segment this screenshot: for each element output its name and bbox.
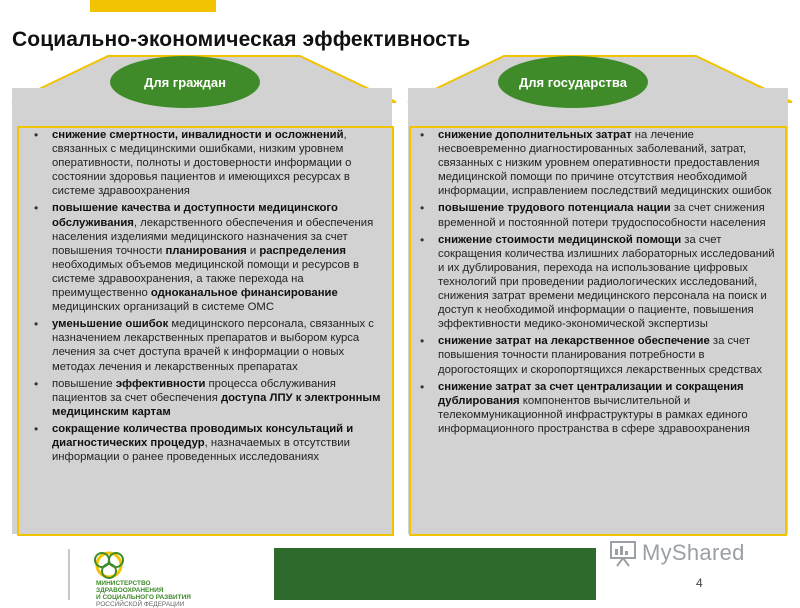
bold-text-segment: сокращение количества проводимых консультаций и диагностических процедур — [52, 422, 354, 449]
citizens-benefit-item — [30, 128, 390, 198]
ministry-name — [96, 580, 191, 608]
state-benefit-item — [416, 128, 782, 198]
text-segment: необходимых объемов медицинской помощи и ресурсов в системе здравоохранения, а также перехода на преимущественно — [52, 258, 359, 300]
bold-text-segment: снижение стоимости медицинской помощи — [438, 233, 682, 246]
watermark-text: MyShared — [642, 540, 745, 565]
ministry-line: РОССИЙСКОЙ ФЕДЕРАЦИИ — [96, 601, 185, 608]
bold-text-segment: эффективности — [115, 377, 206, 390]
footer-divider — [68, 549, 70, 600]
text-segment: компонентов вычислительной и телекоммуникационной инфраструктуры в рамках единого информационного пространства в сфере здравоохранения — [438, 394, 750, 435]
bullet-icon: • — [420, 232, 425, 247]
bold-text-segment: одноканальное финансирование — [150, 287, 338, 300]
ministry-line: МИНИСТЕРСТВО — [96, 580, 151, 587]
bold-text-segment: снижение затрат за счет централизации и сокращения дублирования — [438, 380, 744, 407]
bullet-icon: • — [34, 201, 39, 216]
text-segment: процесса обслуживания пациентов за счет обеспечения — [52, 377, 336, 404]
text-segment: за счет повышения точности планирования потребности в дорогостоящих и скоропортящихся лекарственных средствах — [438, 335, 763, 376]
text-segment: и — [246, 244, 260, 257]
citizens-benefit-item — [30, 377, 390, 419]
bullet-icon: • — [34, 421, 39, 436]
bold-text-segment: уменьшение ошибок — [52, 318, 169, 331]
text-segment: медицинских организаций в системе ОМС — [52, 301, 274, 314]
text-segment: за счет снижения временной и постоянной потери трудоспособности населения — [438, 202, 766, 229]
bold-text-segment: доступа ЛПУ к электронным медицинским картам — [52, 391, 381, 418]
bold-text-segment: снижение дополнительных затрат — [438, 129, 632, 141]
state-benefit-item — [416, 233, 782, 332]
bold-text-segment: распределения — [259, 244, 346, 257]
text-segment: медицинского персонала, связанных с назначением лекарственных препаратов и выбором курса лечения за счет доступа врачей к информации о новых методах лечения и лекарственных препаратах — [52, 318, 374, 373]
text-segment: , связанных с медицинскими ошибками, низким уровнем оперативности, полноты и достоверности информации о состоянии здоровья пациентов и имеющихся ресурсах в системе здравоохранения — [52, 129, 352, 198]
bullet-icon: • — [34, 317, 39, 332]
bold-text-segment: повышение трудового потенциала нации — [438, 202, 671, 215]
ministry-emblem-icon — [90, 550, 128, 580]
state-benefits-list — [416, 128, 782, 439]
footer-green-band — [274, 548, 596, 600]
text-segment: , лекарственного обеспечения и обеспечения населения изделиями медицинского назначения за счет повышения точности — [52, 216, 374, 257]
bold-text-segment: снижение смертности, инвалидности и осложнений — [52, 129, 344, 141]
citizens-benefits-list — [30, 128, 390, 467]
ministry-line: И СОЦИАЛЬНОГО РАЗВИТИЯ — [96, 594, 191, 601]
myshared-watermark[interactable] — [608, 538, 745, 568]
bullet-icon: • — [34, 128, 39, 142]
bold-text-segment: повышение качества и доступности медицинского обслуживания — [52, 202, 338, 229]
citizens-benefit-item — [30, 422, 390, 464]
state-benefit-item — [416, 380, 782, 436]
bold-text-segment: снижение затрат на лекарственное обеспечение — [438, 335, 710, 348]
citizens-header: Для граждан — [110, 56, 260, 108]
page-number: 4 — [696, 576, 703, 590]
citizens-benefit-item — [30, 201, 390, 314]
slide-title: Социально-экономическая эффективность — [12, 28, 471, 51]
bold-text-segment: планирования — [165, 244, 247, 257]
bullet-icon: • — [420, 128, 425, 142]
text-segment: повышение — [52, 377, 116, 390]
presentation-icon — [608, 539, 638, 567]
bullet-icon: • — [420, 334, 425, 349]
state-benefit-item — [416, 334, 782, 376]
text-segment: , назначаемых в отсутствии информации о ранее проведенных исследованиях — [52, 436, 350, 464]
citizens-benefit-item — [30, 317, 390, 373]
text-segment: на лечение несвоевременно диагностированных заболеваний, затрат, связанных с низким уровнем оперативности предоставления медицинской помощи по причине отсутствия необходимой информации, исправлением последствий медицинских ошибок — [438, 129, 772, 198]
ministry-line: ЗДРАВООХРАНЕНИЯ — [96, 587, 164, 594]
state-benefit-item — [416, 201, 782, 229]
bullet-icon: • — [420, 201, 425, 216]
bullet-icon: • — [34, 376, 39, 391]
state-header: Для государства — [498, 56, 648, 108]
text-segment: за счет сокращения количества излишних лабораторных исследований и их дублирования, перехода на использование цифровых технологий при проведении радиологических исследований, снижения затрат времени медицинского персонала на поиск и доступ к необходимой информации о пациенте, повышения эффективности медико-экономической экспертизы — [438, 233, 775, 331]
top-accent-bar — [90, 0, 216, 12]
bullet-icon: • — [420, 379, 425, 394]
